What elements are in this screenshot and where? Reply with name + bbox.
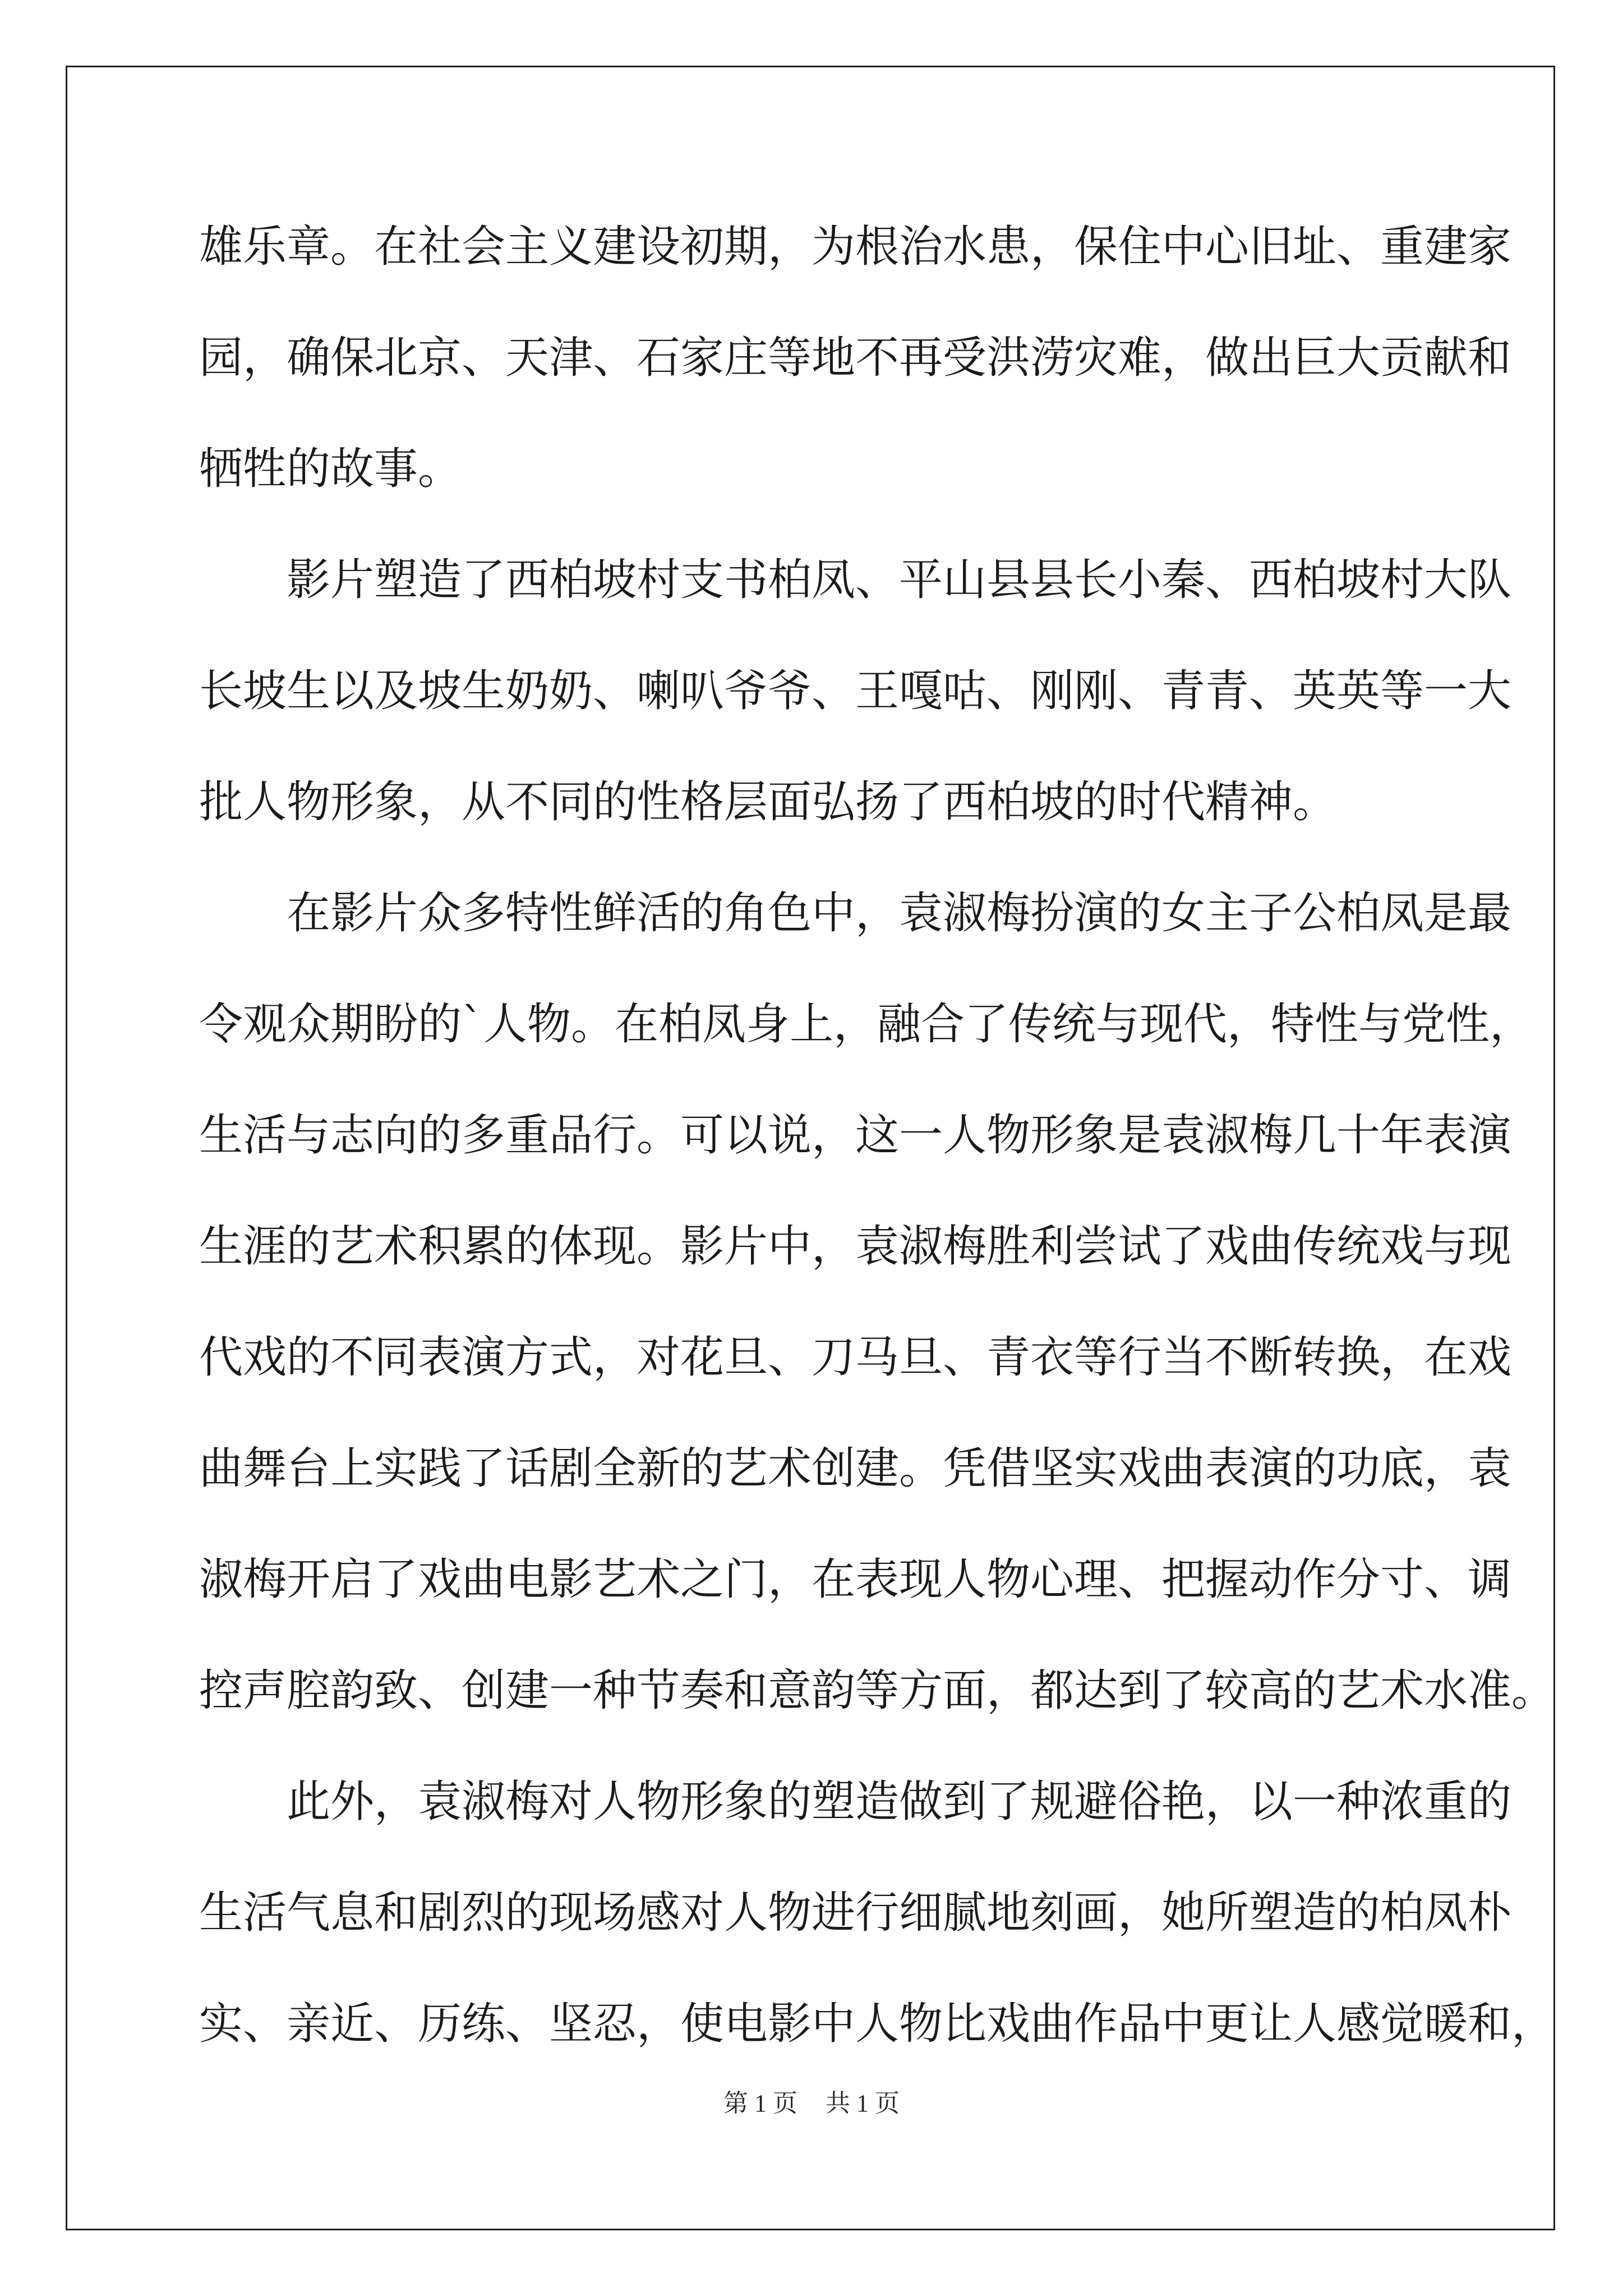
text-line: 控声腔韵致、创建一种节奏和意韵等方面，都达到了较高的艺术水准。 [199, 1665, 1556, 1716]
page-total: 共 1 页 [826, 2090, 900, 2117]
text-line: 长坡生以及坡生奶奶、喇叭爷爷、王嘎咕、刚刚、青青、英英等一大 [199, 666, 1512, 716]
text-line: 生活与志向的多重品行。可以说，这一人物形象是袁淑梅几十年表演 [199, 1110, 1512, 1161]
text-line: 影片塑造了西柏坡村支书柏凤、平山县县长小秦、西柏坡村大队 [199, 555, 1512, 605]
text-line: 此外，袁淑梅对人物形象的塑造做到了规避俗艳，以一种浓重的 [199, 1777, 1512, 1827]
text-line: 淑梅开启了戏曲电影艺术之门，在表现人物心理、把握动作分寸、调 [199, 1554, 1512, 1605]
text-line: 实、亲近、历练、坚忍，使电影中人物比戏曲作品中更让人感觉暖和， [199, 1999, 1556, 2049]
text-line: 牺牲的故事。 [199, 444, 462, 494]
text-line: 在影片众多特性鲜活的角色中，袁淑梅扮演的女主子公柏凤是最 [199, 888, 1512, 938]
text-line: 代戏的不同表演方式，对花旦、刀马旦、青衣等行当不断转换，在戏 [199, 1332, 1512, 1383]
page-footer [0, 2087, 1623, 2120]
text-line: 雄乐章。在社会主义建设初期，为根治水患，保住中心旧址、重建家 [199, 222, 1512, 272]
text-line: 园，确保北京、天津、石家庄等地不再受洪涝灾难，做出巨大贡献和 [199, 333, 1512, 383]
page-number: 第 1 页 [723, 2090, 797, 2117]
text-line: 令观众期盼的`人物。在柏凤身上，融合了传统与现代，特性与党性， [199, 999, 1534, 1050]
text-line: 生涯的艺术积累的体现。影片中，袁淑梅胜利尝试了戏曲传统戏与现 [199, 1221, 1512, 1272]
text-line: 曲舞台上实践了话剧全新的艺术创建。凭借坚实戏曲表演的功底，袁 [199, 1443, 1512, 1494]
text-line: 生活气息和剧烈的现场感对人物进行细腻地刻画，她所塑造的柏凤朴 [199, 1888, 1512, 1938]
text-line: 批人物形象，从不同的性格层面弘扬了西柏坡的时代精神。 [199, 777, 1337, 827]
